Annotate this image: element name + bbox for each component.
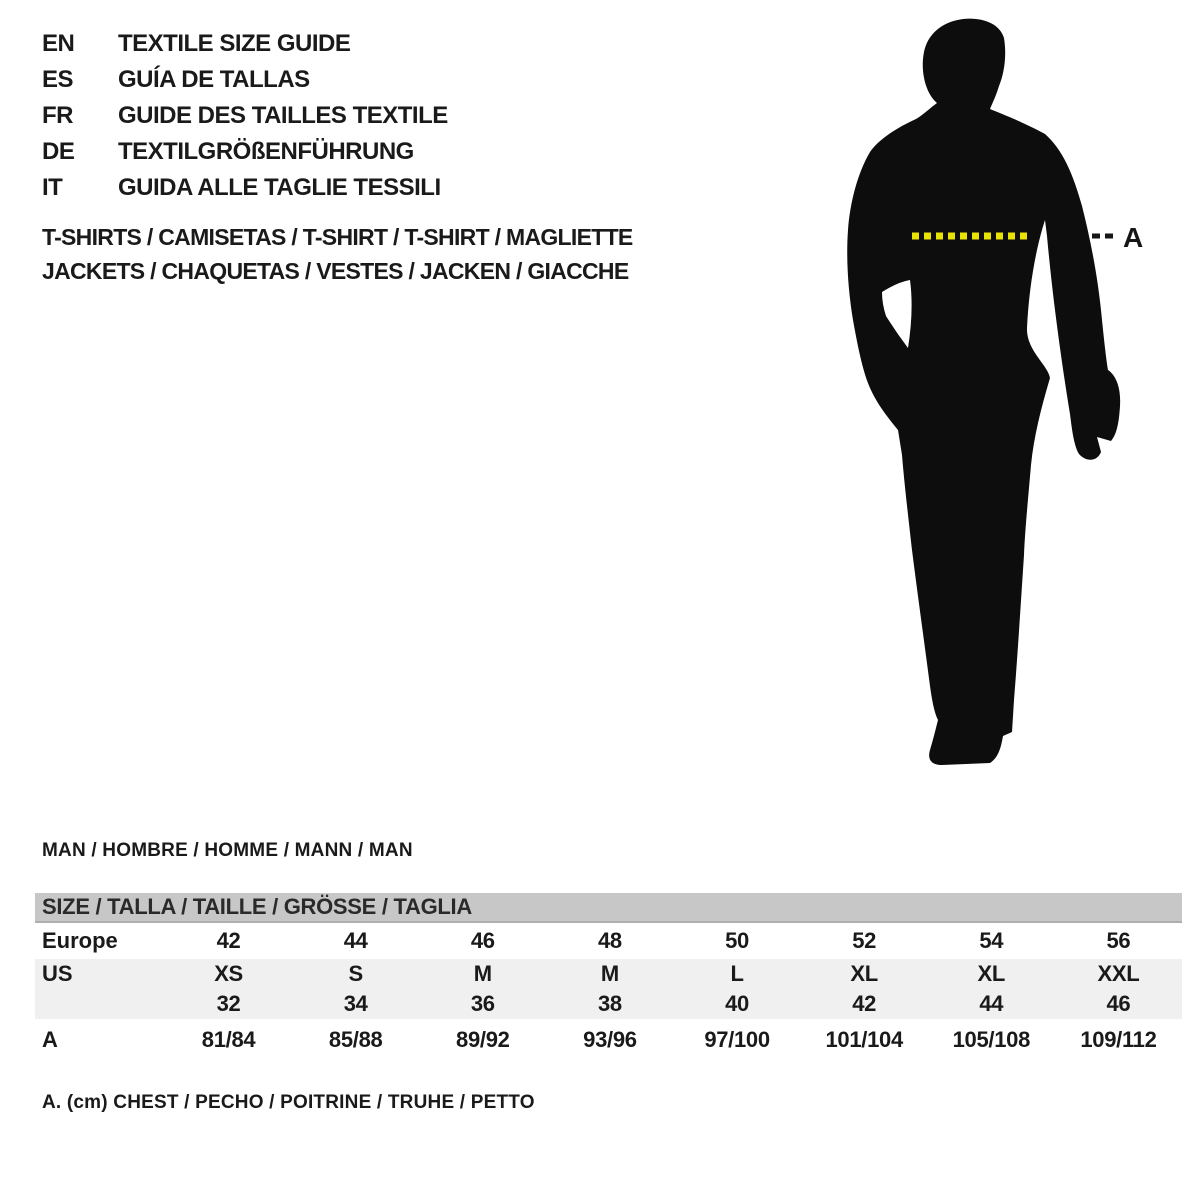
size-value-cell: 32 bbox=[216, 991, 241, 1016]
language-row bbox=[42, 134, 448, 170]
language-row bbox=[42, 62, 448, 98]
table-row bbox=[35, 989, 1182, 1019]
language-row bbox=[42, 98, 448, 134]
size-value-cell: 44 bbox=[343, 928, 368, 953]
row-label: A bbox=[42, 1027, 58, 1052]
size-value-cell: 97/100 bbox=[704, 1027, 770, 1052]
language-code: IT bbox=[42, 174, 63, 201]
size-table-header-label: SIZE / TALLA / TAILLE / GRÖSSE / TAGLIA bbox=[42, 894, 472, 919]
size-value-cell: 48 bbox=[598, 928, 622, 953]
table-row bbox=[35, 959, 1182, 989]
size-value-cell: 40 bbox=[725, 991, 749, 1016]
section-title: MAN / HOMBRE / HOMME / MANN / MAN bbox=[42, 840, 413, 861]
table-row bbox=[35, 923, 1182, 959]
language-title: GUIDA ALLE TAGLIE TESSILI bbox=[118, 174, 441, 201]
size-value-cell: M bbox=[473, 961, 492, 986]
man-silhouette-figure bbox=[820, 10, 1150, 780]
size-value-cell: 42 bbox=[852, 991, 877, 1016]
size-table-body bbox=[35, 923, 1182, 1061]
language-row bbox=[42, 26, 448, 62]
row-label: Europe bbox=[42, 928, 118, 953]
size-value-cell: 101/104 bbox=[825, 1027, 903, 1052]
size-value-cell: 105/108 bbox=[952, 1027, 1031, 1052]
language-title: GUÍA DE TALLAS bbox=[118, 66, 310, 93]
size-table-header bbox=[35, 893, 1182, 923]
language-code: DE bbox=[42, 138, 75, 165]
size-value-cell: 85/88 bbox=[328, 1027, 383, 1052]
size-value-cell: 50 bbox=[725, 928, 749, 953]
size-value-cell: 56 bbox=[1106, 928, 1131, 953]
language-title-list bbox=[42, 26, 448, 206]
category-line: T-SHIRTS / CAMISETAS / T-SHIRT / T-SHIRT / MAGLIETTE bbox=[42, 223, 633, 250]
size-value-cell: 38 bbox=[598, 991, 622, 1016]
marker-label: A bbox=[1123, 222, 1144, 253]
size-value-cell: 81/84 bbox=[201, 1027, 256, 1052]
size-value-cell: 42 bbox=[216, 928, 241, 953]
size-value-cell: 109/112 bbox=[1080, 1027, 1157, 1052]
category-line: JACKETS / CHAQUETAS / VESTES / JACKEN / GIACCHE bbox=[42, 257, 629, 284]
size-value-cell: XXL bbox=[1097, 961, 1140, 986]
size-value-cell: 36 bbox=[470, 991, 495, 1016]
size-value-cell: 44 bbox=[979, 991, 1004, 1016]
size-value-cell: 34 bbox=[343, 991, 368, 1016]
language-row bbox=[42, 170, 448, 206]
language-title: TEXTILE SIZE GUIDE bbox=[118, 30, 351, 57]
size-value-cell: 52 bbox=[852, 928, 877, 953]
size-value-cell: XS bbox=[214, 961, 243, 986]
language-code: FR bbox=[42, 102, 73, 129]
size-value-cell: 93/96 bbox=[583, 1027, 637, 1052]
category-list bbox=[42, 220, 633, 288]
size-table bbox=[35, 893, 1182, 1061]
size-value-cell: M bbox=[600, 961, 619, 986]
measurement-footnote: A. (cm) CHEST / PECHO / POITRINE / TRUHE / PETTO bbox=[42, 1092, 535, 1113]
language-code: EN bbox=[42, 30, 75, 57]
table-row bbox=[35, 1019, 1182, 1061]
size-value-cell: XL bbox=[850, 961, 878, 986]
size-value-cell: 89/92 bbox=[456, 1027, 510, 1052]
size-value-cell: 54 bbox=[979, 928, 1004, 953]
man-silhouette-icon bbox=[847, 19, 1120, 765]
language-code: ES bbox=[42, 66, 74, 93]
language-title: TEXTILGRÖßENFÜHRUNG bbox=[118, 138, 414, 165]
language-title: GUIDE DES TAILLES TEXTILE bbox=[118, 102, 448, 129]
size-value-cell: 46 bbox=[1106, 991, 1131, 1016]
size-value-cell: S bbox=[348, 961, 363, 986]
size-value-cell: XL bbox=[977, 961, 1006, 986]
size-value-cell: L bbox=[730, 961, 744, 986]
row-label: US bbox=[42, 961, 73, 986]
size-value-cell: 46 bbox=[470, 928, 495, 953]
